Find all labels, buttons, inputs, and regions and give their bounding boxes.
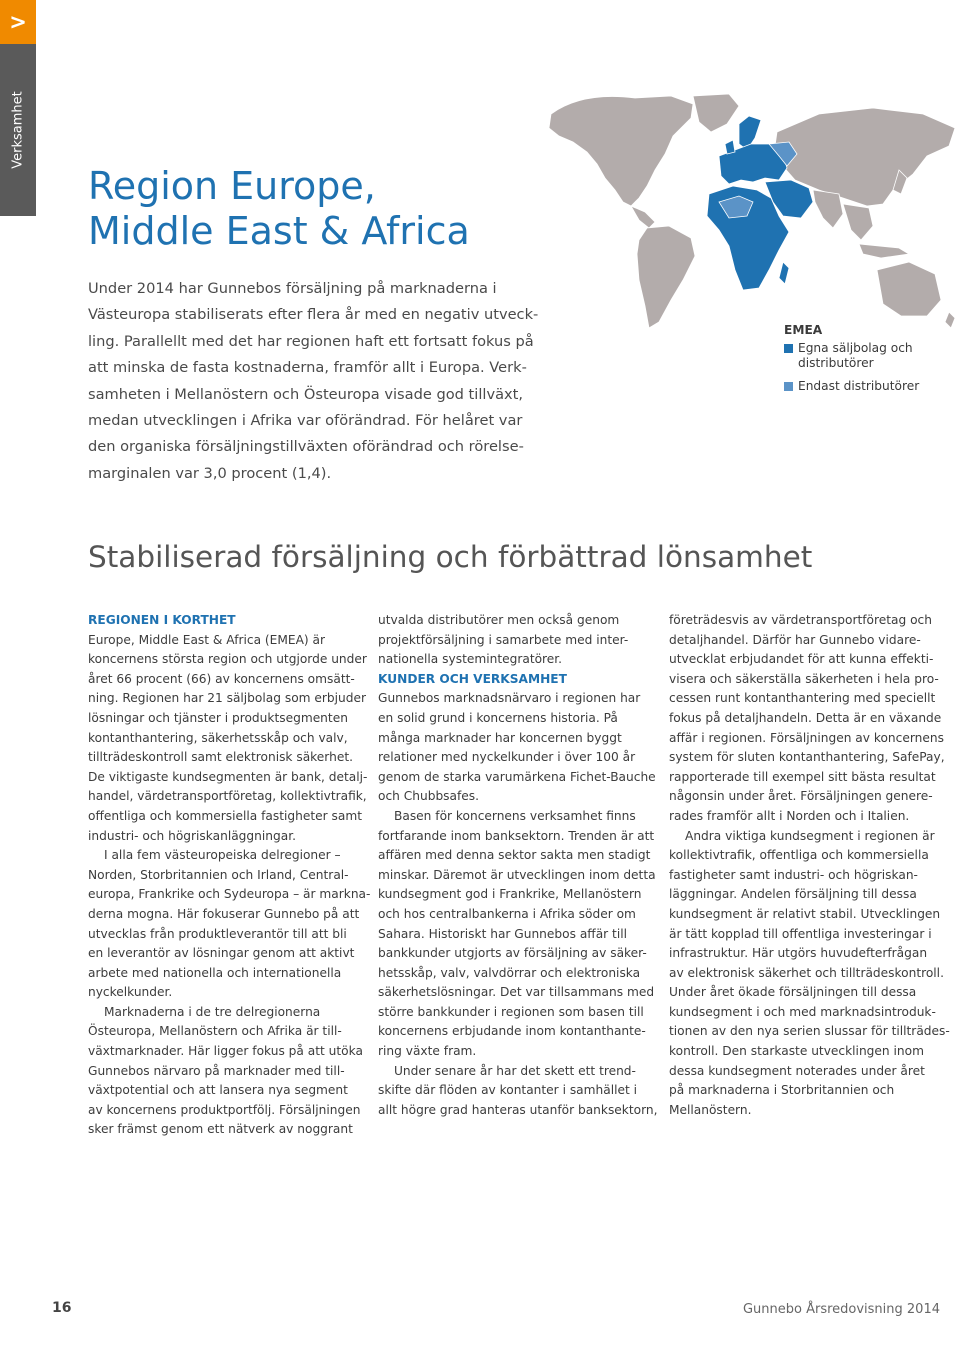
body-line: kontroll. Den starkaste utvecklingen inom: [669, 1044, 924, 1059]
body-line: utvecklas från produktleverantör till att bli: [88, 926, 347, 941]
body-line: kontanthantering, säkerhetsskåp och valv,: [88, 730, 348, 745]
legend-swatch-dark-blue: [784, 344, 793, 353]
body-line: De viktigaste kundsegmenten är bank, detalj-: [88, 769, 368, 784]
map-indonesia: [859, 244, 909, 258]
intro-line: att minska de fasta kostnaderna, framför allt i Europa. Verk-: [88, 359, 527, 377]
legend-label: Endast distributörer: [798, 379, 920, 393]
map-madagascar: [779, 262, 789, 284]
body-line: säkerhetslösningar. Det var tillsammans med: [378, 985, 655, 1000]
map-legend: [784, 322, 919, 394]
body-line: kundsegment i och med marknadsintroduk-: [669, 1004, 936, 1019]
page-number: 16: [52, 1300, 72, 1316]
body-line: koncernens största region och utgjorde under: [88, 652, 367, 667]
body-line: kollektivtrafik, offentliga och kommersiella: [669, 848, 929, 863]
body-line: derna mogna. Här fokuserar Gunnebo på att: [88, 906, 360, 921]
section-heading: Stabiliserad försäljning och förbättrad lönsamhet: [88, 540, 813, 574]
map-southeast-asia: [843, 204, 873, 240]
body-line: offentliga och kommersiella fastigheter samt: [88, 808, 363, 823]
map-south-america: [637, 226, 695, 328]
body-paragraph: [378, 611, 656, 670]
body-line: allt högre grad hanteras utanför banksektorn,: [378, 1102, 658, 1117]
intro-line: marginalen var 3,0 procent (1,4).: [88, 464, 332, 482]
body-line: nationella systemintegratörer.: [378, 652, 563, 667]
section-tab[interactable]: [0, 44, 36, 216]
body-paragraph: [378, 807, 656, 1062]
body-line: Mellanöstern.: [669, 1102, 752, 1117]
body-line: av koncernens produktportfölj. Försäljningen: [88, 1102, 361, 1117]
legend-title: EMEA: [784, 323, 823, 337]
body-line: Norden, Storbritannien och Irland, Central-: [88, 867, 349, 882]
intro-line: Västeuropa stabiliserats efter flera år med en negativ utveck-: [88, 306, 539, 324]
body-line: koncernens erbjudande inom kontanthante-: [378, 1024, 646, 1039]
body-line: detaljhandel. Därför har Gunnebo vidare-: [669, 632, 921, 647]
body-paragraph: [88, 846, 371, 1003]
body-line: någonsin under året. Försäljningen genere-: [669, 789, 933, 804]
body-line: nyckelkunder.: [88, 985, 173, 1000]
column-heading: KUNDER OCH VERKSAMHET: [378, 671, 567, 686]
body-line: rapporterade till exempel sitt bästa resultat: [669, 769, 936, 784]
body-line: industri- och högriskanläggningar.: [88, 828, 296, 843]
world-map: [543, 94, 960, 334]
map-north-america: [549, 96, 693, 206]
body-line: Gunnebos närvaro på marknader med till-: [88, 1063, 345, 1078]
body-line: Under året ökade försäljningen till dessa: [669, 985, 917, 1000]
body-line: Under senare år har det skett ett trend-: [394, 1063, 636, 1078]
body-paragraph: [88, 1003, 366, 1140]
intro-line: den organiska försäljningstillväxten oförändrad och rörelse-: [88, 438, 524, 456]
body-line: tionen av den nya serien slussar för tillträdes-: [669, 1024, 950, 1039]
legend-swatch-light-blue: [784, 382, 793, 391]
body-paragraph: [669, 827, 950, 1121]
map-new-zealand: [945, 312, 955, 328]
body-line: hetsskåp, valv, valvdörrar och elektroniska: [378, 965, 641, 980]
body-line: infrastruktur. Här utgörs huvudefterfrågan: [669, 946, 928, 961]
body-paragraph: [378, 689, 656, 807]
body-line: Marknaderna i de tre delregionerna: [104, 1004, 321, 1019]
intro-line: medan utvecklingen i Afrika var oförändrad. För helåret var: [88, 412, 523, 430]
map-central-america: [631, 206, 655, 228]
page-title: [88, 164, 470, 254]
body-line: av elektronisk säkerhet och tillträdeskontroll.: [669, 965, 944, 980]
body-line: utvecklat erbjudandet för att kunna effekti-: [669, 652, 934, 667]
body-line: kundsegment god i Frankrike, Mellanöstern: [378, 887, 642, 902]
map-australia: [877, 262, 941, 316]
body-line: sker främst genom ett nätverk av noggrant: [88, 1122, 353, 1137]
text-column-3: [669, 611, 950, 1120]
body-line: många marknader har koncernen byggt: [378, 730, 622, 745]
body-line: dessa kundsegment noterades under året: [669, 1063, 925, 1078]
body-line: läggningar. Andelen försäljning till dessa: [669, 887, 917, 902]
body-paragraph: [669, 611, 947, 827]
body-line: lösningar och tjänster i produktsegmenten: [88, 710, 348, 725]
body-line: en solid grund i koncernens historia. På: [378, 710, 618, 725]
chevron-right-icon[interactable]: >: [0, 0, 36, 44]
body-line: ring växte fram.: [378, 1044, 477, 1059]
body-line: skifte där flöden av kontanter i samhället i: [378, 1083, 638, 1098]
body-line: affär i regionen. Försäljningen av koncernens: [669, 730, 944, 745]
column-heading: REGIONEN I KORTHET: [88, 613, 236, 627]
body-line: arbete med nationella och internationella: [88, 965, 342, 980]
body-line: minskar. Däremot är utvecklingen inom detta: [378, 867, 656, 882]
body-line: och Chubbsafes.: [378, 789, 480, 804]
publication-title: Gunnebo Årsredovisning 2014: [742, 1302, 940, 1317]
text-column-2: [378, 611, 656, 1120]
body-line: genom de starka varumärkena Fichet-Bauche: [378, 769, 656, 784]
body-line: I alla fem västeuropeiska delregioner –: [104, 848, 341, 863]
body-line: Sahara. Historiskt har Gunnebos affär till: [378, 926, 627, 941]
body-line: Basen för koncernens verksamhet finns: [394, 808, 636, 823]
title-line-1: Region Europe,: [88, 164, 376, 208]
title-line-2: Middle East & Africa: [88, 209, 470, 253]
map-greenland: [693, 94, 739, 132]
body-line: större bankkunder i regionen som basen till: [378, 1004, 644, 1019]
body-line: Östeuropa, Mellanöstern och Afrika är till-: [88, 1024, 342, 1039]
body-line: tillträdeskontroll samt elektronisk säkerhet.: [88, 750, 353, 765]
body-line: projektförsäljning i samarbete med inter-: [378, 632, 629, 647]
section-tab-label: Verksamhet: [10, 91, 26, 169]
body-line: bankkunder utgjorts av försäljning av säker-: [378, 946, 647, 961]
body-line: på marknaderna i Storbritannien och: [669, 1083, 895, 1098]
body-paragraph: [378, 1062, 656, 1121]
body-line: cessen runt kontanthantering med speciellt: [669, 691, 936, 706]
legend-item-distributors-only: [784, 379, 919, 394]
map-uk: [725, 140, 735, 154]
body-line: företrädesvis av värdetransportföretag och: [669, 613, 932, 627]
body-line: ning. Regionen har 21 säljbolag som erbjuder: [88, 691, 366, 706]
body-line: året 66 procent (66) av koncernens omsätt-: [88, 671, 355, 686]
body-line: relationer med nyckelkunder i över 100 år: [378, 750, 636, 765]
body-line: visera och säkerställa säkerheten i hela pro-: [669, 671, 939, 686]
body-line: affären med denna sektor sakta men stadigt: [378, 848, 651, 863]
map-south-asia: [813, 190, 843, 228]
body-line: Europe, Middle East & Africa (EMEA) är: [88, 632, 326, 647]
intro-paragraph: [88, 276, 558, 487]
body-line: handel, värdetransportföretag, kollektivtrafik,: [88, 789, 367, 804]
body-line: rades framför allt i Norden och i Italien.: [669, 808, 910, 823]
body-line: utvalda distributörer men också genom: [378, 613, 620, 627]
body-line: fortfarande inom banksektorn. Trenden är att: [378, 828, 655, 843]
legend-label-line: Egna säljbolag och: [798, 341, 913, 355]
body-line: är tätt kopplad till offentliga investeringar i: [669, 926, 932, 941]
body-line: europa, Frankrike och Sydeuropa – är markna-: [88, 887, 371, 902]
body-line: Andra viktiga kundsegment i regionen är: [685, 828, 935, 843]
body-line: kundsegment är relativt stabil. Utvecklingen: [669, 906, 941, 921]
legend-item-own-companies: [784, 341, 919, 371]
body-line: och hos centralbankerna i Afrika söder om: [378, 906, 636, 921]
text-column-1: [88, 611, 371, 1140]
intro-line: Under 2014 har Gunnebos försäljning på marknaderna i: [88, 280, 497, 297]
intro-line: ling. Parallellt med det har regionen haft ett fortsatt fokus på: [88, 332, 534, 350]
intro-line: samheten i Mellanöstern och Östeuropa visade god tillväxt,: [88, 385, 524, 403]
body-paragraph: [88, 631, 366, 847]
body-line: fastigheter samt industri- och högriskan-: [669, 867, 918, 882]
body-line: växtpotential och att lansera nya segment: [88, 1083, 348, 1098]
body-line: fokus på detaljhandeln. Detta är en växande: [669, 710, 942, 725]
legend-label-line: distributörer: [798, 356, 874, 370]
body-line: växtmarknader. Här ligger fokus på att utöka: [88, 1044, 363, 1059]
body-line: Gunnebos marknadsnärvaro i regionen har: [378, 691, 641, 706]
body-line: system för sluten kontanthantering, SafePay,: [669, 750, 945, 765]
legend-label: [798, 341, 913, 371]
body-line: en leverantör av lösningar genom att aktivt: [88, 946, 355, 961]
